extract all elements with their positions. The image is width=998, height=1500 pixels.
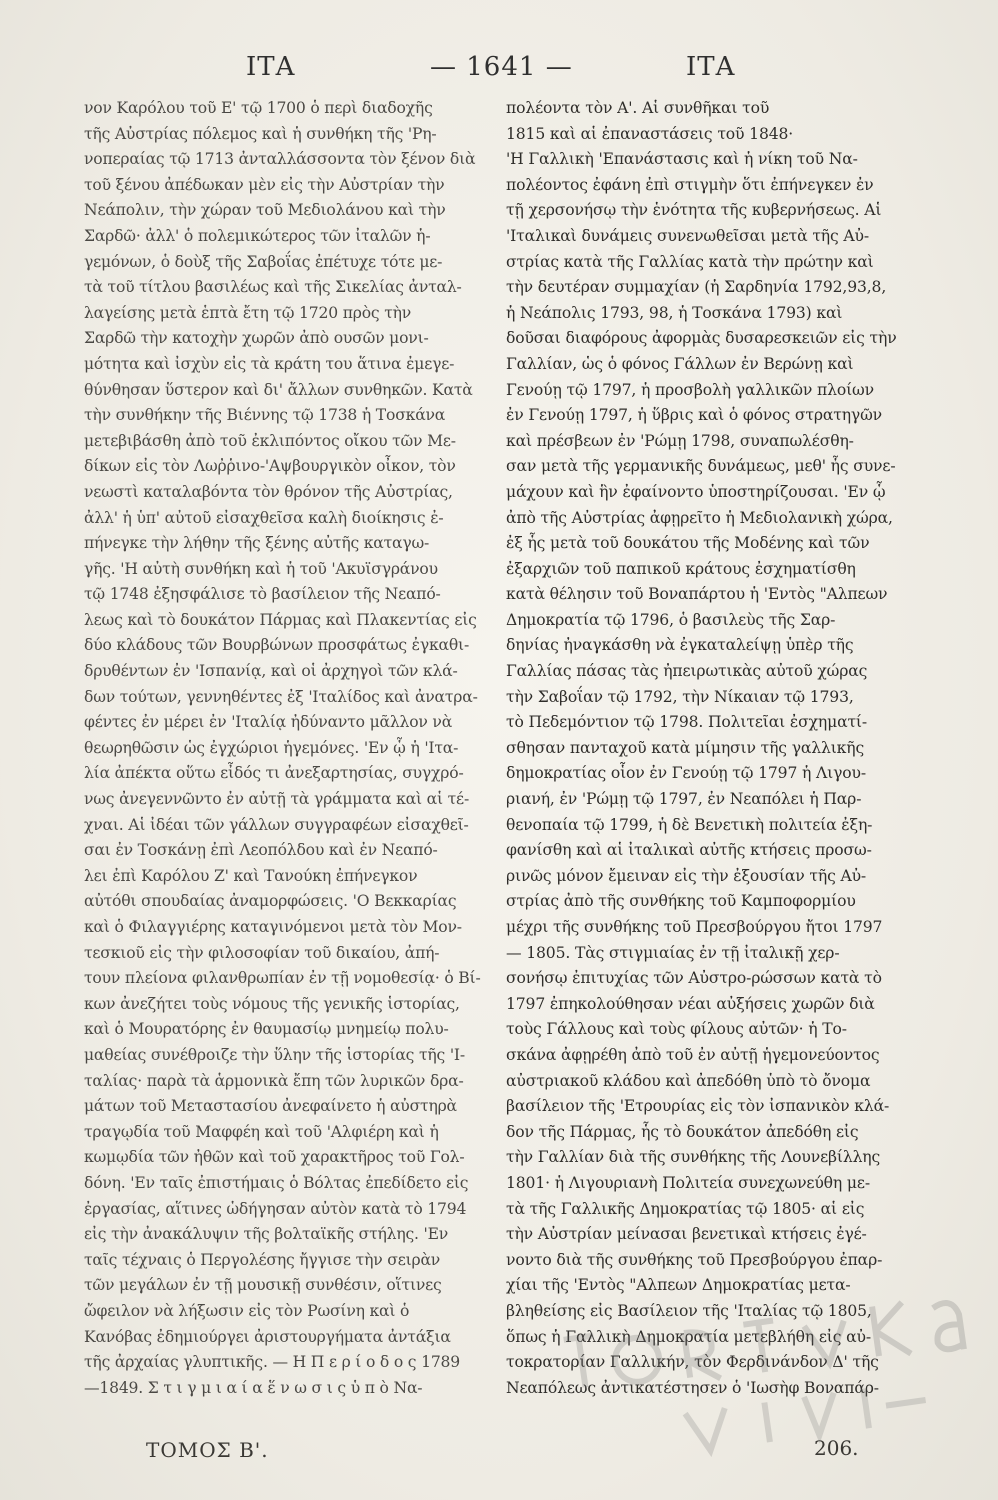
text-line: τοὺς Γάλλους καὶ τοὺς φίλους αὐτῶν· ἡ Το-: [506, 1020, 847, 1039]
text-line: χίαι τῆς 'Εντὸς "Αλπεων Δημοκρατίας μετα-: [506, 1276, 851, 1295]
text-line: ρινῶς μόνον ἔμειναν εἰς τὴν ἐξουσίαν τῆς Αὐ-: [506, 866, 867, 885]
text-line: δύο κλάδους τῶν Βουρβώνων προσφάτως ἐγκαθι-: [84, 636, 470, 655]
text-line: Γενούῃ τῷ 1797, ἡ προσβολὴ γαλλικῶν πλοίων: [506, 380, 874, 399]
text-line: φέντες ἐν μέρει ἐν 'Ιταλίᾳ ἠδύναντο μᾶλλον νὰ: [84, 713, 453, 732]
text-line: καὶ πρέσβεων ἐν 'Ρώμῃ 1798, συναπωλέσθη-: [506, 431, 854, 450]
page-number: — 1641 —: [430, 52, 573, 82]
text-line: γεμόνων, ὁ δοὺξ τῆς Σαβοΐας ἐπέτυχε τότε με-: [84, 252, 443, 271]
text-line: σονήσῳ ἐπιτυχίας τῶν Αὐστρο-ρώσσων κατὰ τὸ: [506, 969, 882, 988]
text-line: σκάνα ἀφῃρέθη ἀπὸ τοῦ ἐν αὐτῇ ἡγεμονεύοντος: [506, 1045, 880, 1064]
text-line: δημοκρατίας οἷον ἐν Γενούῃ τῷ 1797 ἡ Λιγου-: [506, 764, 866, 783]
text-line: γῆς. 'Η αὐτὴ συνθήκη καὶ ἡ τοῦ 'Ακυϊσγράνου: [84, 559, 438, 578]
text-line: νοπεραίας τῷ 1713 ἀνταλλάσσοντα τὸν ξένον διὰ: [84, 150, 476, 169]
text-line: τὴν Γαλλίαν διὰ τῆς συνθήκης τῆς Λουνεβίλλης: [506, 1148, 881, 1167]
text-line: τὰ τῆς Γαλλικῆς Δημοκρατίας τῷ 1805· αἱ εἰς: [506, 1199, 865, 1218]
text-line: τεσκιοῦ εἰς τὴν φιλοσοφίαν τοῦ δικαίου, ἀπή-: [84, 943, 440, 962]
text-line: λαγείσης μετὰ ἑπτὰ ἔτη τῷ 1720 πρὸς τὴν: [84, 303, 412, 322]
text-line: θύνθησαν ὕστερον καὶ δι' ἄλλων συνθηκῶν. Κατὰ: [84, 380, 473, 399]
text-line: 'Ιταλικαὶ δυνάμεις συνενωθεῖσαι μετὰ τῆς Αὐ-: [506, 226, 869, 245]
text-line: βληθείσης εἰς Βασίλειον τῆς 'Ιταλίας τῷ 1805,: [506, 1301, 872, 1320]
text-line: ἐξ ἧς μετὰ τοῦ δουκάτου τῆς Μοδένης καὶ τῶν: [506, 534, 870, 553]
text-line: ἀλλ' ἡ ὑπ' αὐτοῦ εἰσαχθεῖσα καλὴ διοίκησις ἐ-: [84, 508, 444, 527]
text-line: δων τούτων, γεννηθέντες ἐξ 'Ιταλίδος καὶ ἀνατρα-: [84, 687, 478, 706]
text-line: σθησαν πανταχοῦ κατὰ μίμησιν τῆς γαλλικῆς: [506, 738, 865, 757]
text-line: πήνεγκε τὴν λήθην τῆς ξένης αὐτῆς καταγω-: [84, 534, 430, 553]
text-line: κατὰ θέλησιν τοῦ Βοναπάρτου ἡ 'Εντὸς "Αλπεων: [506, 585, 888, 604]
text-line: τῇ χερσονήσῳ τὴν ἑνότητα τῆς κυβερνήσεως. Αἱ: [506, 201, 882, 220]
text-line: — 1805. Τὰς στιγμιαίας ἐν τῇ ἰταλικῇ χερ-: [506, 943, 840, 962]
text-line: πολέοντα τὸν Α'. Αἱ συνθῆκαι τοῦ: [506, 99, 770, 117]
text-line: ἀπὸ τῆς Αὐστρίας ἀφῃρεῖτο ἡ Μεδιολανικὴ χώρα,: [506, 508, 893, 527]
text-line: αὐτόθι σπουδαίας ἀναμορφώσεις. 'Ο Βεκκαρίας: [84, 892, 457, 911]
text-line: τοκρατορίαν Γαλλικήν, τὸν Φερδινάνδον Δ' τῆς: [506, 1353, 879, 1372]
text-line: Γαλλίαν, ὡς ὁ φόνος Γάλλων ἐν Βερώνῃ καὶ: [506, 354, 854, 373]
text-line: νον Καρόλου τοῦ Ε' τῷ 1700 ὁ περὶ διαδοχῆς: [84, 99, 433, 117]
text-line: λεως καὶ τὸ δουκάτον Πάρμας καὶ Πλακεντίας εἰς: [84, 610, 477, 629]
text-line: ριανή, ἐν 'Ρώμῃ τῷ 1797, ἐν Νεαπόλει ἡ Παρ-: [506, 790, 862, 809]
text-line: δίκων εἰς τὸν Λωῤῥινο-'Αψβουργικὸν οἶκον, τὸν: [84, 457, 456, 476]
right-text-column: [506, 96, 914, 1401]
text-line: τὴν Αὐστρίαν μείνασαι βενετικαὶ κτήσεις ἐγέ-: [506, 1225, 867, 1244]
text-line: νοντο διὰ τῆς συνθήκης τοῦ Πρεσβούργου ἐπαρ-: [506, 1250, 883, 1269]
header-right-keyword: ΙΤΑ: [686, 52, 736, 82]
text-line: κων ἀνεζήτει τοὺς νόμους τῆς γενικῆς ἱστορίας,: [84, 994, 460, 1013]
text-line: ἐξαρχιῶν τοῦ παπικοῦ κράτους ἐσχηματίσθη: [506, 559, 856, 578]
text-line: Σαρδῶ τὴν κατοχὴν χωρῶν ἀπὸ ουσῶν μονι-: [84, 329, 429, 348]
text-line: Νεάπολιν, τὴν χώραν τοῦ Μεδιολάνου καὶ τὴν: [84, 201, 446, 220]
text-line: στρίας ἀπὸ τῆς συνθήκης τοῦ Καμποφορμίου: [506, 892, 856, 911]
text-line: 1815 καὶ αἱ ἐπαναστάσεις τοῦ 1848·: [506, 124, 794, 143]
text-line: πολέοντος ἐφάνη ἐπὶ στιγμὴν ὅτι ἐπήνεγκεν ἐν: [506, 175, 874, 194]
text-line: μετεβιβάσθη ἀπὸ τοῦ ἐκλιπόντος οἴκου τῶν Με-: [84, 431, 456, 450]
text-line: μότητα καὶ ἰσχὺν εἰς τὰ κράτη του ἅτινα ἐμεγε-: [84, 354, 455, 373]
text-line: σαι ἐν Τοσκάνῃ ἐπὶ Λεοπόλδου καὶ ἐν Νεαπό-: [84, 841, 438, 860]
text-line: φανίσθη καὶ αἱ ἰταλικαὶ αὐτῆς κτήσεις προσω-: [506, 841, 872, 860]
text-line: τὴν Σαβοΐαν τῷ 1792, τὴν Νίκαιαν τῷ 1793,: [506, 687, 854, 706]
text-line: στρίας κατὰ τῆς Γαλλίας κατὰ τὴν πρώτην καὶ: [506, 252, 874, 271]
text-line: σαν μετὰ τῆς γερμανικῆς δυνάμεως, μεθ' ἧς συνε-: [506, 457, 896, 476]
text-line: λία ἀπέκτα οὕτω εἶδός τι ἀνεξαρτησίας, συγχρό-: [84, 764, 464, 783]
text-line: μαθείας συνέθροιζε τὴν ὕλην τῆς ἱστορίας τῆς 'Ι-: [84, 1045, 465, 1064]
text-line: τοῦ ξένου ἀπέδωκαν μὲν εἰς τὴν Αὐστρίαν τὴν: [84, 175, 445, 194]
text-line: νως ἀνεγεννῶντο ἐν αὐτῇ τὰ γράμματα καὶ αἱ τέ-: [84, 790, 470, 809]
text-line: Γαλλίας πάσας τὰς ἠπειρωτικὰς αὐτοῦ χώρας: [506, 662, 868, 681]
text-line: δον τῆς Πάρμας, ἧς τὸ δουκάτον ἀπεδόθη εἰς: [506, 1122, 859, 1141]
text-line: μάχουν καὶ ἣν ἐφαίνοντο ὑποστηρίζουσαι. 'Εν ᾧ: [506, 482, 886, 501]
text-line: χναι. Αἱ ἰδέαι τῶν γάλλων συγγραφέων εἰσαχθεῖ-: [84, 815, 469, 834]
text-line: δρυθέντων ἐν 'Ισπανίᾳ, καὶ οἱ ἀρχηγοὶ τῶν κλά-: [84, 662, 458, 681]
text-line: 1801· ἡ Λιγουριανὴ Πολιτεία συνεχωνεύθη με-: [506, 1173, 870, 1192]
text-line: —1849. Σ τ ι γ μ ι α ί α ἕ ν ω σ ι ς ὑ π ὸ Να-: [84, 1378, 423, 1397]
text-line: τῆς Αὐστρίας πόλεμος καὶ ἡ συνθήκη τῆς 'Ρη-: [84, 124, 437, 143]
text-line: θενοπαία τῷ 1799, ἡ δὲ Βενετικὴ πολιτεία ἐξη-: [506, 815, 873, 834]
text-line: μέχρι τῆς συνθήκης τοῦ Πρεσβούργου ἤτοι 1797: [506, 918, 883, 936]
text-line: ταλίας· παρὰ τὰ ἁρμονικὰ ἔπη τῶν λυρικῶν δρα-: [84, 1071, 464, 1090]
page-header: [0, 52, 998, 92]
header-left-keyword: ΙΤΑ: [246, 52, 296, 82]
text-line: τουν πλείονα φιλανθρωπίαν ἐν τῇ νομοθεσίᾳ· ὁ Βί-: [84, 969, 481, 988]
text-line: κωμῳδία τῶν ἠθῶν καὶ τοῦ χαρακτῆρος τοῦ Γολ-: [84, 1148, 465, 1167]
text-line: τραγῳδία τοῦ Μαφφέη καὶ τοῦ 'Αλφιέρη καὶ ἡ: [84, 1122, 439, 1141]
text-line: βασίλειον τῆς 'Ετρουρίας εἰς τὸν ἰσπανικὸν κλά-: [506, 1097, 890, 1116]
text-line: ἐργασίας, αἵτινες ὡδήγησαν αὐτὸν κατὰ τὸ 1794: [84, 1199, 467, 1218]
text-line: δηνίας ἠναγκάσθη νὰ ἐγκαταλείψῃ ὑπὲρ τῆς: [506, 636, 854, 655]
text-line: τὰ τοῦ τίτλου βασιλέως καὶ τῆς Σικελίας ἀνταλ-: [84, 278, 462, 297]
text-line: ὤφειλον νὰ λήξωσιν εἰς τὸν Ρωσίνη καὶ ὁ: [84, 1301, 410, 1320]
text-line: τῆς ἀρχαίας γλυπτικῆς. — Η Π ε ρ ί ο δ ο ς 1789: [84, 1353, 460, 1372]
text-line: δοῦσαι διαφόρους ἀφορμὰς δυσαρεσκειῶν εἰς τὴν: [506, 329, 897, 348]
text-line: Δημοκρατία τῷ 1796, ὁ βασιλεὺς τῆς Σαρ-: [506, 610, 836, 629]
text-line: Νεαπόλεως ἀντικατέστησεν ὁ 'Ιωσὴφ Βοναπάρ-: [506, 1378, 879, 1397]
text-line: καὶ ὁ Μουρατόρης ἐν θαυμασίῳ μνημείῳ πολυ-: [84, 1020, 449, 1039]
text-line: τὴν συνθήκην τῆς Βιέννης τῷ 1738 ἡ Τοσκάνα: [84, 406, 446, 425]
left-text-column: [84, 96, 486, 1401]
text-line: ὅπως ἡ Γαλλικὴ Δημοκρατία μετεβλήθη εἰς αὐ-: [506, 1327, 871, 1346]
text-line: νεωστὶ καταλαβόντα τὸν θρόνον τῆς Αὐστρίας,: [84, 482, 453, 501]
signature-number: 206.: [814, 1436, 859, 1460]
text-line: εἰς τὴν ἀνακάλυψιν τῆς βολταϊκῆς στήλης. 'Εν: [84, 1225, 449, 1244]
text-line: καὶ ὁ Φιλαγγιέρης καταγινόμενοι μετὰ τὸν Μον-: [84, 918, 462, 936]
volume-label: ΤΟΜΟΣ Β'.: [146, 1438, 269, 1462]
text-line: ἐν Γενούῃ 1797, ἡ ὕβρις καὶ ὁ φόνος στρατηγῶν: [506, 406, 882, 425]
text-line: ταῖς τέχναις ὁ Περγολέσης ἤγγισε τὴν σειρὰν: [84, 1250, 441, 1269]
text-line: Σαρδῶ· ἀλλ' ὁ πολεμικώτερος τῶν ἰταλῶν ἡ-: [84, 226, 431, 245]
text-line: δόνη. 'Εν ταῖς ἐπιστήμαις ὁ Βόλτας ἐπεδίδετο εἰς: [84, 1173, 469, 1192]
text-line: αὐστριακοῦ κλάδου καὶ ἀπεδόθη ὑπὸ τὸ ὄνομα: [506, 1071, 871, 1090]
text-line: θεωρηθῶσιν ὡς ἐγχώριοι ἡγεμόνες. 'Εν ᾧ ἡ 'Ιτα-: [84, 738, 459, 757]
text-line: 'Η Γαλλικὴ 'Επανάστασις καὶ ἡ νίκη τοῦ Να-: [506, 150, 858, 169]
text-line: μάτων τοῦ Μεταστασίου ἀνεφαίνετο ἡ αὐστηρὰ: [84, 1097, 457, 1116]
text-line: τῶν μεγάλων ἐν τῇ μουσικῇ συνθέσιν, οἵτινες: [84, 1276, 442, 1295]
text-line: ἡ Νεάπολις 1793, 98, ἡ Τοσκάνα 1793) καὶ: [506, 303, 843, 322]
text-line: λει ἐπὶ Καρόλου Ζ' καὶ Τανούκη ἐπήνεγκον: [84, 866, 418, 885]
text-line: Κανόβας ἐδημιούργει ἀριστουργήματα ἀντάξια: [84, 1327, 451, 1346]
text-line: τῷ 1748 ἐξησφάλισε τὸ βασίλειον τῆς Νεαπό-: [84, 585, 441, 604]
text-line: 1797 ἐπηκολούθησαν νέαι αὐξήσεις χωρῶν διὰ: [506, 994, 875, 1013]
text-line: τὴν δευτέραν συμμαχίαν (ἡ Σαρδηνία 1792,93,8,: [506, 278, 887, 297]
text-line: τὸ Πεδεμόντιον τῷ 1798. Πολιτεῖαι ἐσχηματί-: [506, 713, 868, 732]
